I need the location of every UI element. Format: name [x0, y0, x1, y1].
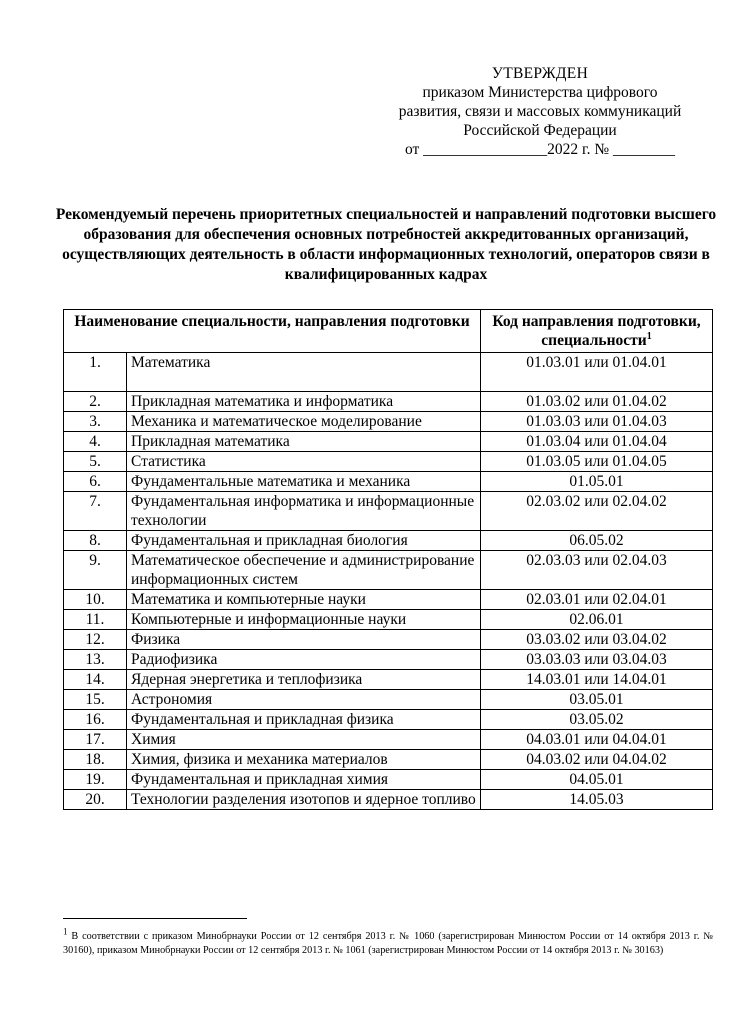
row-code: 02.03.01 или 02.04.01 [481, 590, 713, 610]
row-number: 11. [64, 610, 127, 630]
footnote-separator [63, 918, 247, 919]
row-code: 02.06.01 [481, 610, 713, 630]
row-code: 01.03.03 или 01.04.03 [481, 412, 713, 432]
table-row [64, 710, 713, 730]
approval-date-line: от ________________2022 г. № ________ [404, 141, 676, 158]
row-name: Компьютерные и информационные науки [127, 610, 481, 630]
row-number: 1. [64, 353, 127, 392]
header-name [64, 310, 481, 353]
row-code: 01.03.01 или 01.04.01 [481, 353, 713, 392]
table-row [64, 670, 713, 690]
table-header-row [64, 310, 713, 353]
row-name: Астрономия [127, 690, 481, 710]
row-name: Статистика [127, 452, 481, 472]
header-name-label: Наименование специальности, направления подготовки [74, 313, 470, 330]
row-number: 17. [64, 730, 127, 750]
table-row [64, 650, 713, 670]
table-row [64, 790, 713, 810]
row-number: 2. [64, 392, 127, 412]
header-code-label: Код направления подготовки, специальности [492, 313, 701, 349]
table-row [64, 452, 713, 472]
row-name: Фундаментальные математика и механика [127, 472, 481, 492]
table-row [64, 730, 713, 750]
row-number: 7. [64, 492, 127, 531]
row-code: 14.03.01 или 14.04.01 [481, 670, 713, 690]
row-code: 14.05.03 [481, 790, 713, 810]
row-name: Фундаментальная и прикладная биология [127, 531, 481, 551]
footnote-ref: 1 [646, 330, 652, 342]
footnote-marker: 1 [63, 926, 68, 937]
row-code: 01.03.05 или 01.04.05 [481, 452, 713, 472]
row-name: Математика и компьютерные науки [127, 590, 481, 610]
row-number: 13. [64, 650, 127, 670]
row-code: 01.03.02 или 01.04.02 [481, 392, 713, 412]
table-row [64, 353, 713, 392]
row-name: Физика [127, 630, 481, 650]
row-code: 06.05.02 [481, 531, 713, 551]
row-number: 20. [64, 790, 127, 810]
row-number: 9. [64, 551, 127, 590]
row-name: Механика и математическое моделирование [127, 412, 481, 432]
row-number: 4. [64, 432, 127, 452]
row-name: Радиофизика [127, 650, 481, 670]
row-name: Прикладная математика и информатика [127, 392, 481, 412]
row-number: 15. [64, 690, 127, 710]
approval-block [370, 64, 710, 159]
row-code: 03.03.03 или 03.04.03 [481, 650, 713, 670]
table-row [64, 492, 713, 531]
table-row [64, 472, 713, 492]
row-name: Прикладная математика [127, 432, 481, 452]
row-name: Фундаментальная информатика и информационные технологии [127, 492, 481, 531]
row-number: 18. [64, 750, 127, 770]
row-code: 03.05.02 [481, 710, 713, 730]
table-row [64, 531, 713, 551]
row-number: 3. [64, 412, 127, 432]
row-name: Технологии разделения изотопов и ядерное топливо [127, 790, 481, 810]
row-number: 16. [64, 710, 127, 730]
header-code [481, 310, 713, 353]
approval-line: приказом Министерства цифрового [422, 84, 658, 101]
table-row [64, 432, 713, 452]
table-row [64, 630, 713, 650]
row-number: 5. [64, 452, 127, 472]
row-code: 03.05.01 [481, 690, 713, 710]
row-name: Химия, физика и механика материалов [127, 750, 481, 770]
approval-line: Российской Федерации [463, 122, 617, 139]
table-row [64, 690, 713, 710]
row-number: 10. [64, 590, 127, 610]
document-title: Рекомендуемый перечень приоритетных специальностей и направлений подготовки высшего образования для обеспечения основных потребностей аккредитованных организаций, осуществляющих деятельность в области информационных технологий, операторов связи в квалифицированных кадрах [55, 206, 717, 283]
row-number: 12. [64, 630, 127, 650]
table-row [64, 392, 713, 412]
row-name: Ядерная энергетика и теплофизика [127, 670, 481, 690]
table-row [64, 590, 713, 610]
row-number: 14. [64, 670, 127, 690]
row-number: 6. [64, 472, 127, 492]
row-code: 03.03.02 или 03.04.02 [481, 630, 713, 650]
row-name: Химия [127, 730, 481, 750]
row-code: 02.03.03 или 02.04.03 [481, 551, 713, 590]
row-code: 01.03.04 или 01.04.04 [481, 432, 713, 452]
row-name: Фундаментальная и прикладная химия [127, 770, 481, 790]
row-name: Математика [127, 353, 481, 392]
row-code: 02.03.02 или 02.04.02 [481, 492, 713, 531]
table-row [64, 610, 713, 630]
table-row [64, 551, 713, 590]
row-code: 04.03.01 или 04.04.01 [481, 730, 713, 750]
row-number: 19. [64, 770, 127, 790]
row-name: Математическое обеспечение и администрирование информационных систем [127, 551, 481, 590]
row-name: Фундаментальная и прикладная физика [127, 710, 481, 730]
footnote [63, 926, 713, 957]
row-code: 04.05.01 [481, 770, 713, 790]
table-row [64, 750, 713, 770]
row-code: 04.03.02 или 04.04.02 [481, 750, 713, 770]
row-code: 01.05.01 [481, 472, 713, 492]
approval-line: развития, связи и массовых коммуникаций [398, 103, 682, 120]
row-number: 8. [64, 531, 127, 551]
table-row [64, 412, 713, 432]
footnote-text: В соответствии с приказом Минобрнауки России от 12 сентября 2013 г. № 1060 (зарегистрирован Минюстом России от 14 октября 2013 г. № 30160), приказом Минобрнауки России от 12 сентября 2013 г. № 1061 (зарегистрирован Минюстом России от 14 октября 2013 г. № 30163) [63, 931, 713, 956]
specialties-table [63, 309, 713, 810]
approval-heading: УТВЕРЖДЕН [491, 65, 589, 82]
table-row [64, 770, 713, 790]
